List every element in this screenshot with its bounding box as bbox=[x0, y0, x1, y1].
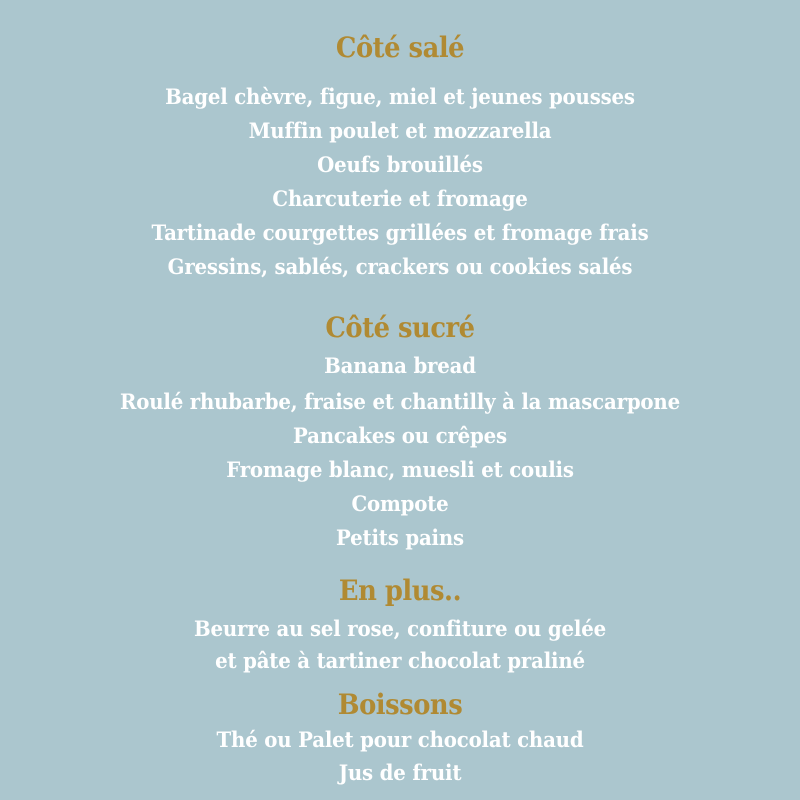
menu-item: Jus de fruit bbox=[338, 760, 462, 785]
menu-item: Roulé rhubarbe, fraise et chantilly à la mascarpone bbox=[120, 389, 680, 414]
section-title-cote-sale: Côté salé bbox=[335, 31, 465, 64]
menu-item: Petits pains bbox=[336, 525, 464, 550]
menu-item: Beurre au sel rose, confiture ou gelée bbox=[194, 616, 606, 641]
section-title-boissons: Boissons bbox=[337, 688, 463, 721]
menu-item: Muffin poulet et mozzarella bbox=[248, 118, 552, 143]
menu-item: Bagel chèvre, figue, miel et jeunes pousses bbox=[165, 84, 635, 109]
menu-item: Tartinade courgettes grillées et fromage frais bbox=[151, 220, 649, 245]
menu-item: et pâte à tartiner chocolat praliné bbox=[215, 648, 585, 673]
section-title-cote-sucre: Côté sucré bbox=[325, 311, 475, 344]
menu-item: Pancakes ou crêpes bbox=[293, 423, 507, 448]
menu-item: Fromage blanc, muesli et coulis bbox=[226, 457, 574, 482]
menu-item: Compote bbox=[351, 491, 449, 516]
menu-item: Thé ou Palet pour chocolat chaud bbox=[216, 727, 584, 752]
menu-item: Banana bread bbox=[324, 353, 476, 378]
menu-item: Oeufs brouillés bbox=[317, 152, 483, 177]
menu-item: Charcuterie et fromage bbox=[272, 186, 528, 211]
section-title-en-plus: En plus.. bbox=[338, 574, 462, 607]
menu-item: Gressins, sablés, crackers ou cookies salés bbox=[167, 254, 633, 279]
